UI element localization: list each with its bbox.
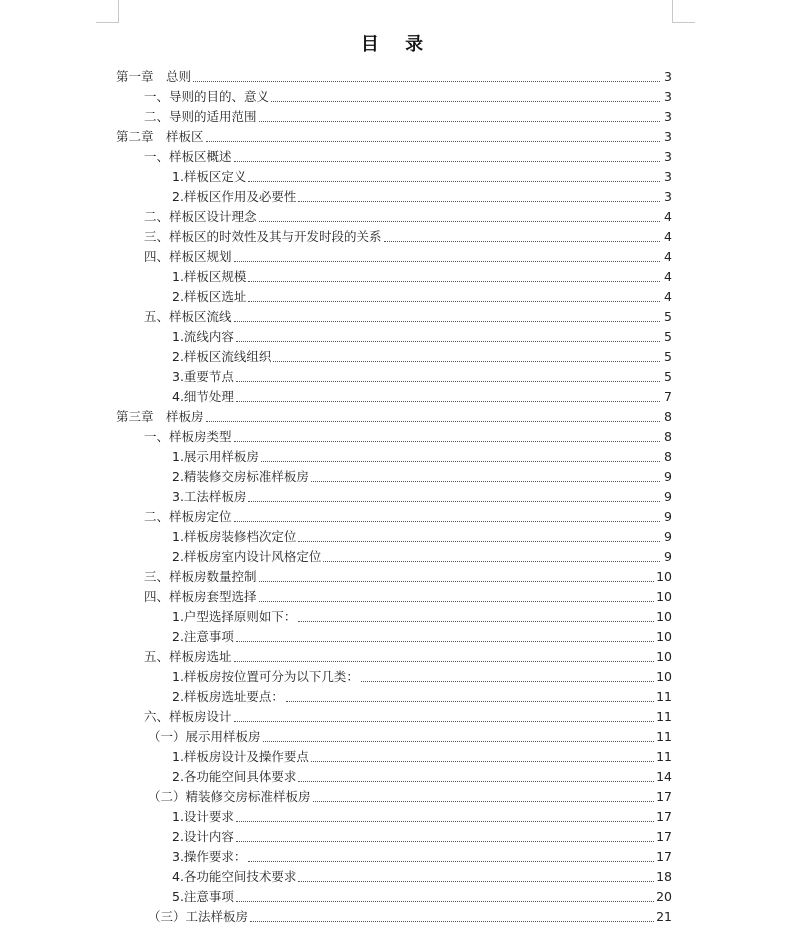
toc-entry[interactable] <box>116 726 672 746</box>
toc-entry[interactable] <box>116 66 672 86</box>
toc-dot-leader <box>361 681 654 682</box>
toc-entry[interactable] <box>116 746 672 766</box>
toc-page-number: 5 <box>664 308 672 324</box>
toc-entry[interactable] <box>116 906 672 926</box>
toc-entry[interactable] <box>116 666 672 686</box>
toc-page-number: 3 <box>664 68 672 84</box>
toc-page-number: 11 <box>656 708 672 724</box>
toc-entry-text: 五、样板区流线 <box>144 309 232 324</box>
toc-entry-text: 3.工法样板房 <box>172 489 247 504</box>
toc-dot-leader <box>248 861 654 862</box>
toc-entry-text: 4.各功能空间技术要求 <box>172 869 297 884</box>
toc-entry-text: 3.操作要求： <box>172 849 247 864</box>
toc-page-number: 17 <box>656 808 672 824</box>
toc-page-number: 21 <box>656 908 672 924</box>
toc-entry-text: 2.样板房选址要点： <box>172 689 284 704</box>
toc-page-number: 10 <box>656 608 672 624</box>
toc-dot-leader <box>248 301 660 302</box>
toc-entry-text: 1.样板房按位置可分为以下几类： <box>172 669 359 684</box>
toc-entry[interactable] <box>116 846 672 866</box>
toc-entry-text: 一、样板区概述 <box>144 149 232 164</box>
toc-dot-leader <box>236 341 660 342</box>
toc-entry[interactable] <box>116 186 672 206</box>
toc-entry-text: 一、导则的目的、意义 <box>144 89 270 104</box>
toc-entry-text: （三）工法样板房 <box>148 909 249 924</box>
toc-dot-leader <box>261 461 660 462</box>
toc-entry[interactable] <box>116 766 672 786</box>
toc-dot-leader <box>298 541 660 542</box>
toc-entry[interactable] <box>116 106 672 126</box>
toc-page-number: 5 <box>664 368 672 384</box>
toc-dot-leader <box>311 481 660 482</box>
toc-entry[interactable] <box>116 546 672 566</box>
toc-page-number: 3 <box>664 108 672 124</box>
toc-page-number: 4 <box>664 208 672 224</box>
toc-entry-text: 第一章 总则 <box>116 69 192 84</box>
toc-page-number: 9 <box>664 488 672 504</box>
toc-entry[interactable] <box>116 366 672 386</box>
toc-page-number: 4 <box>664 228 672 244</box>
toc-dot-leader <box>259 581 655 582</box>
toc-page-number: 3 <box>664 188 672 204</box>
toc-dot-leader <box>236 641 654 642</box>
toc-entry[interactable] <box>116 386 672 406</box>
toc-page-number: 3 <box>664 168 672 184</box>
toc-page-number: 11 <box>656 728 672 744</box>
toc-page-number: 8 <box>664 408 672 424</box>
toc-dot-leader <box>234 521 660 522</box>
toc-entry-text: 五、样板房选址 <box>144 649 232 664</box>
toc-page-number: 8 <box>664 428 672 444</box>
toc-entry-text: 1.户型选择原则如下： <box>172 609 297 624</box>
toc-title: 目 录 <box>360 34 434 55</box>
toc-entry[interactable] <box>116 246 672 266</box>
toc-dot-leader <box>298 201 660 202</box>
toc-page-number: 9 <box>664 528 672 544</box>
toc-entry[interactable] <box>116 86 672 106</box>
toc-entry-text: 2.样板区作用及必要性 <box>172 189 297 204</box>
toc-page-number: 10 <box>656 568 672 584</box>
toc-dot-leader <box>248 501 660 502</box>
toc-entry[interactable] <box>116 886 672 906</box>
toc-entry[interactable] <box>116 706 672 726</box>
toc-entry[interactable] <box>116 646 672 666</box>
toc-dot-leader <box>271 101 660 102</box>
toc-dot-leader <box>259 601 655 602</box>
toc-entry-text: 1.样板房装修档次定位 <box>172 529 297 544</box>
toc-entry-text: 三、样板区的时效性及其与开发时段的关系 <box>144 229 382 244</box>
toc-dot-leader <box>236 901 654 902</box>
toc-dot-leader <box>298 621 654 622</box>
toc-page-number: 9 <box>664 468 672 484</box>
toc-dot-leader <box>248 281 660 282</box>
toc-entry[interactable] <box>116 606 672 626</box>
toc-entry[interactable] <box>116 526 672 546</box>
toc-entry-text: 1.样板房设计及操作要点 <box>172 749 309 764</box>
toc-page-number: 9 <box>664 548 672 564</box>
toc-entry[interactable] <box>116 346 672 366</box>
toc-page-number: 17 <box>656 788 672 804</box>
toc-dot-leader <box>236 401 660 402</box>
toc-entry[interactable] <box>116 426 672 446</box>
toc-dot-leader <box>286 701 654 702</box>
toc-entry[interactable] <box>116 566 672 586</box>
toc-page-number: 8 <box>664 448 672 464</box>
toc-page-number: 7 <box>664 388 672 404</box>
toc-entry-text: 第二章 样板区 <box>116 129 204 144</box>
toc-entry-text: 2.设计内容 <box>172 829 234 844</box>
toc-entry-text: 1.展示用样板房 <box>172 449 259 464</box>
toc-entry-text: 四、样板区规划 <box>144 249 232 264</box>
toc-dot-leader <box>323 561 660 562</box>
toc-dot-leader <box>236 821 654 822</box>
toc-page-number: 4 <box>664 248 672 264</box>
toc-entry[interactable] <box>116 826 672 846</box>
toc-entry[interactable] <box>116 286 672 306</box>
toc-entry[interactable] <box>116 686 672 706</box>
toc-entry-text: （一）展示用样板房 <box>148 729 261 744</box>
toc-entry[interactable] <box>116 586 672 606</box>
toc-dot-leader <box>234 721 655 722</box>
toc-entry[interactable] <box>116 486 672 506</box>
toc-page-number: 5 <box>664 348 672 364</box>
toc-entry-text: 六、样板房设计 <box>144 709 232 724</box>
toc-dot-leader <box>248 181 660 182</box>
toc-dot-leader <box>193 81 660 82</box>
toc-dot-leader <box>206 141 660 142</box>
toc-dot-leader <box>263 741 655 742</box>
toc-dot-leader <box>234 661 655 662</box>
toc-entry-text: 4.细节处理 <box>172 389 234 404</box>
toc-entry-text: 5.注意事项 <box>172 889 234 904</box>
toc-entry[interactable] <box>116 326 672 346</box>
toc-page-number: 17 <box>656 848 672 864</box>
toc-page-number: 10 <box>656 668 672 684</box>
toc-entry-text: 二、导则的适用范围 <box>144 109 257 124</box>
toc-entry[interactable] <box>116 206 672 226</box>
toc-dot-leader <box>298 781 654 782</box>
toc-entry-text: 1.流线内容 <box>172 329 234 344</box>
toc-entry[interactable] <box>116 126 672 146</box>
toc-page-number: 17 <box>656 828 672 844</box>
toc-entry[interactable] <box>116 626 672 646</box>
toc-entry[interactable] <box>116 466 672 486</box>
toc-dot-leader <box>234 161 660 162</box>
toc-dot-leader <box>234 261 660 262</box>
toc-entry-text: 1.样板区规模 <box>172 269 247 284</box>
toc-page-number: 5 <box>664 328 672 344</box>
toc-dot-leader <box>250 921 654 922</box>
toc-page-number: 3 <box>664 128 672 144</box>
toc-entry-text: 四、样板房套型选择 <box>144 589 257 604</box>
toc-entry-text: 一、样板房类型 <box>144 429 232 444</box>
table-of-contents <box>116 66 672 926</box>
toc-page-number: 3 <box>664 148 672 164</box>
toc-page-number: 20 <box>656 888 672 904</box>
page-corner-mark-right <box>672 0 695 23</box>
toc-entry-text: 2.样板区流线组织 <box>172 349 272 364</box>
toc-entry[interactable] <box>116 506 672 526</box>
toc-page-number: 11 <box>656 688 672 704</box>
page-corner-mark-left <box>96 0 119 23</box>
toc-entry[interactable] <box>116 806 672 826</box>
toc-entry[interactable] <box>116 446 672 466</box>
toc-dot-leader <box>236 381 660 382</box>
toc-page-number: 4 <box>664 268 672 284</box>
toc-entry[interactable] <box>116 786 672 806</box>
toc-entry[interactable] <box>116 146 672 166</box>
toc-entry-text: 第三章 样板房 <box>116 409 204 424</box>
toc-entry-text: 2.各功能空间具体要求 <box>172 769 297 784</box>
toc-page-number: 11 <box>656 748 672 764</box>
toc-dot-leader <box>273 361 660 362</box>
toc-dot-leader <box>298 881 654 882</box>
toc-dot-leader <box>259 121 660 122</box>
toc-entry-text: 2.样板房室内设计风格定位 <box>172 549 322 564</box>
toc-entry[interactable] <box>116 406 672 426</box>
toc-dot-leader <box>234 321 660 322</box>
toc-entry-text: （二）精装修交房标准样板房 <box>148 789 311 804</box>
toc-entry-text: 1.样板区定义 <box>172 169 247 184</box>
toc-page-number: 3 <box>664 88 672 104</box>
toc-dot-leader <box>234 441 660 442</box>
toc-entry-text: 二、样板房定位 <box>144 509 232 524</box>
toc-page-number: 10 <box>656 648 672 664</box>
toc-entry-text: 3.重要节点 <box>172 369 234 384</box>
toc-page-number: 14 <box>656 768 672 784</box>
toc-dot-leader <box>236 841 654 842</box>
toc-entry[interactable] <box>116 306 672 326</box>
toc-page-number: 10 <box>656 588 672 604</box>
toc-entry-text: 二、样板区设计理念 <box>144 209 257 224</box>
toc-page-number: 18 <box>656 868 672 884</box>
toc-entry-text: 2.精装修交房标准样板房 <box>172 469 309 484</box>
toc-entry-text: 2.注意事项 <box>172 629 234 644</box>
toc-page-number: 9 <box>664 508 672 524</box>
toc-dot-leader <box>311 761 654 762</box>
toc-dot-leader <box>384 241 660 242</box>
toc-dot-leader <box>259 221 660 222</box>
toc-entry-text: 三、样板房数量控制 <box>144 569 257 584</box>
toc-entry-text: 2.样板区选址 <box>172 289 247 304</box>
toc-page-number: 4 <box>664 288 672 304</box>
toc-entry[interactable] <box>116 166 672 186</box>
toc-entry[interactable] <box>116 266 672 286</box>
toc-entry[interactable] <box>116 226 672 246</box>
toc-entry[interactable] <box>116 866 672 886</box>
toc-entry-text: 1.设计要求 <box>172 809 234 824</box>
toc-dot-leader <box>313 801 655 802</box>
toc-page-number: 10 <box>656 628 672 644</box>
toc-dot-leader <box>206 421 660 422</box>
